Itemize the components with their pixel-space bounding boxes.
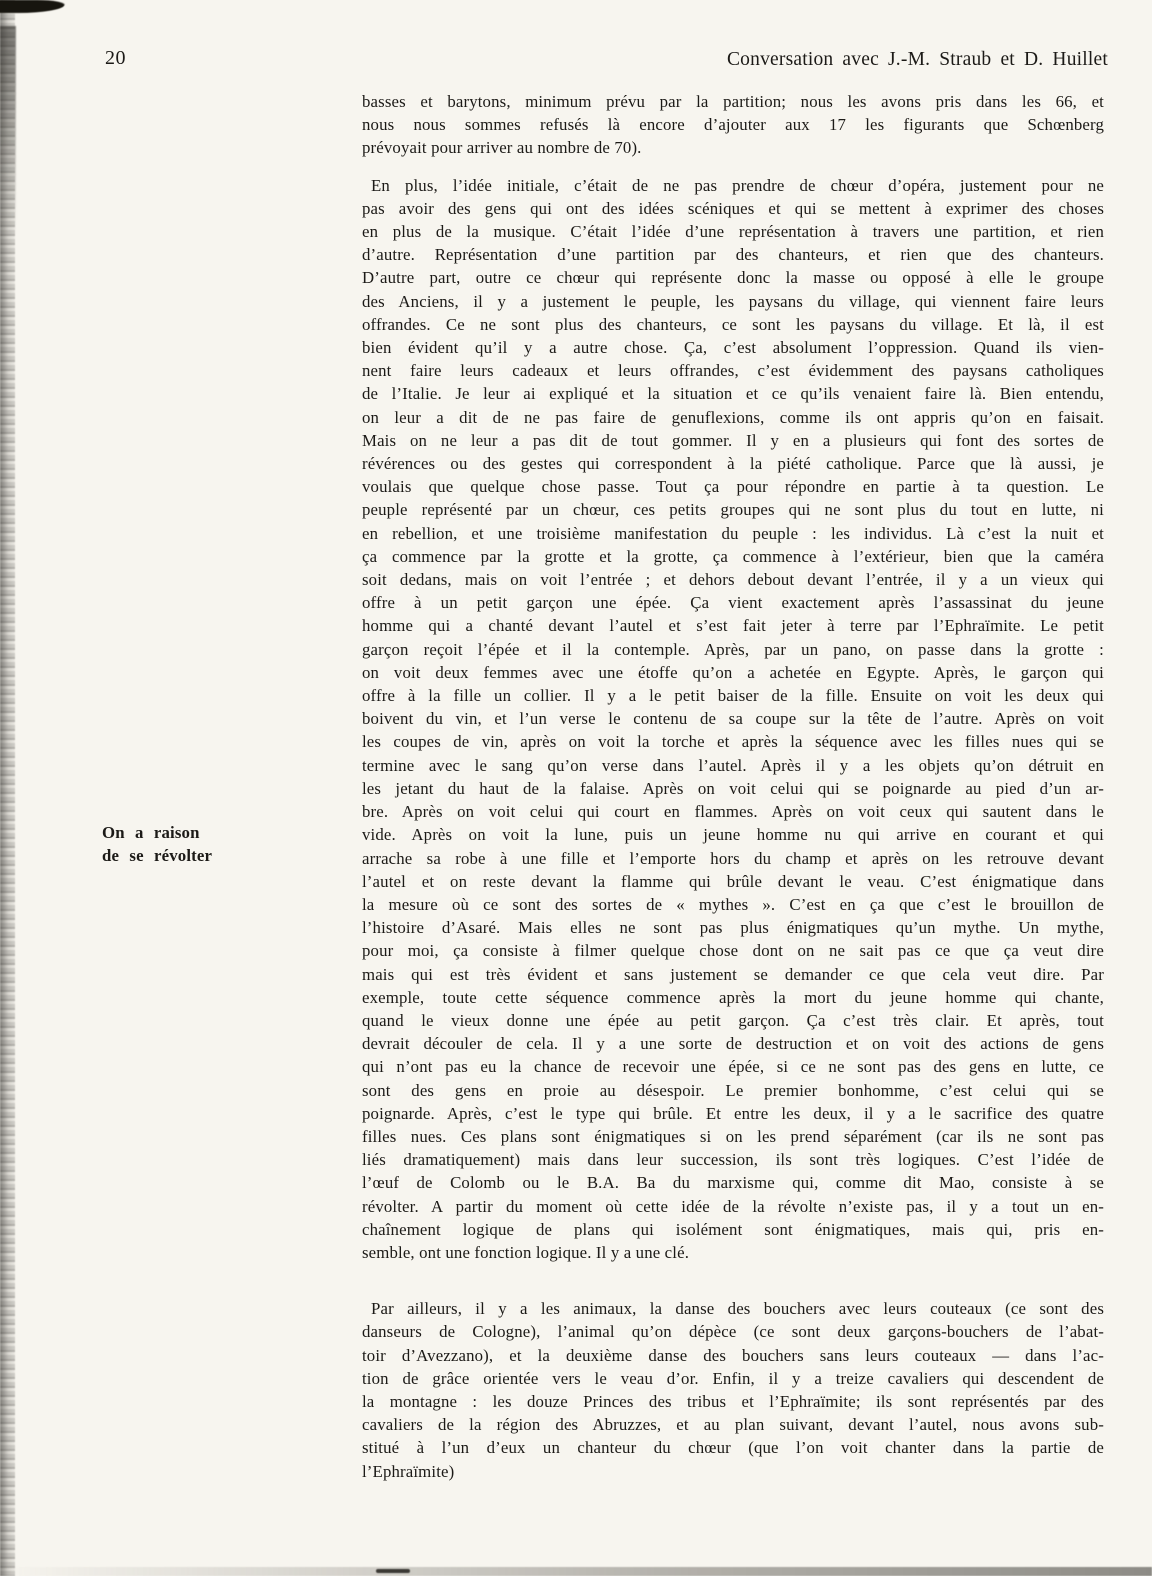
text-line: mais qui est très évident et sans justement se demander ce que cela veut dire. Par: [362, 964, 1104, 984]
paragraph-3: [362, 1297, 1104, 1483]
text-line: offrandes. Ce ne sont plus des chanteurs, ce sont les paysans du village. Et là, il est: [362, 314, 1104, 334]
page-number: 20: [105, 47, 126, 69]
text-line: la montagne : les douze Princes des tribus et l’Ephraïmite; ils sont représentés par des: [362, 1391, 1104, 1411]
scan-corner-blob: [0, 0, 66, 13]
text-line: nous nous sommes refusés là encore d’ajouter aux 17 les figurants que Schœnberg: [362, 115, 1104, 135]
text-line: sont des gens en proie au désespoir. Le premier bonhomme, c’est celui qui se: [362, 1080, 1104, 1100]
text-line: Mais on ne leur a pas dit de tout gommer. Il y en a plusieurs qui font des sortes de: [362, 430, 1104, 450]
text-line: peuple représenté par un chœur, ces petits groupes qui ne sont plus du tout en lutte, ni: [362, 500, 1104, 520]
text-line: termine avec le sang qu’on verse dans l’autel. Après il y a les objets qu’on détruit en: [362, 755, 1104, 775]
text-line: bien évident qu’il y a autre chose. Ça, c’est absolument l’oppression. Quand ils vien-: [362, 338, 1104, 358]
text-line: les jetant du haut de la falaise. Après on voit celui qui se poignarde au pied d’un ar-: [362, 778, 1104, 798]
text-line: Par ailleurs, il y a les animaux, la danse des bouchers avec leurs couteaux (ce sont des: [371, 1299, 1104, 1319]
text-line: En plus, l’idée initiale, c’était de ne pas prendre de chœur d’opéra, justement pour ne: [371, 175, 1104, 195]
body-text-column: [362, 90, 1104, 1483]
text-line: soit dedans, mais on voit l’entrée ; et dehors debout devant l’entrée, il y a un vieux qui: [362, 570, 1104, 590]
margin-note: [102, 821, 277, 867]
text-line: ça commence par la grotte et la grotte, ça commence à l’extérieur, bien que la caméra: [362, 546, 1104, 566]
text-line: pas avoir des gens qui ont des idées scéniques et qui se mettent à exprimer des choses: [362, 198, 1104, 218]
text-line: l’Ephraïmite): [362, 1461, 455, 1481]
text-line: l’œuf de Colomb ou le B.A. Ba du marxisme qui, comme dit Mao, consiste à se: [362, 1173, 1104, 1193]
text-line: poignarde. Après, c’est le type qui brûle. Et entre les deux, il y a le sacrifice des quatre: [362, 1103, 1104, 1123]
text-line: de se révolter: [102, 846, 213, 866]
text-line: homme qui a chanté devant l’autel et s’est fait jeter à terre par l’Ephraïmite. Le petit: [362, 616, 1104, 636]
text-line: l’autel et on reste devant la flamme qui brûle devant le veau. C’est énigmatique dans: [362, 871, 1104, 891]
text-line: l’histoire d’Asaré. Mais elles ne sont pas plus énigmatiques qu’un mythe. Un mythe,: [362, 918, 1104, 938]
text-line: On a raison: [102, 823, 200, 842]
text-line: révolter. A partir du moment où cette idée de la révolte n’existe pas, il y a tout un en-: [362, 1196, 1104, 1216]
scan-left-wedge: [0, 26, 16, 236]
running-title: Conversation avec J.-M. Straub et D. Huillet: [726, 49, 1108, 70]
text-line: danseurs de Cologne), l’animal qu’on dépèce (ce sont deux garçons-bouchers de l’abat-: [362, 1322, 1104, 1342]
scan-edge-left: [0, 0, 15, 1576]
text-line: toir d’Avezzano), et la deuxième danse des bouchers sans leurs couteaux — dans l’ac-: [362, 1345, 1104, 1365]
text-line: d’autre. Représentation d’une partition par des chanteurs, et rien que des chanteurs.: [362, 245, 1104, 265]
text-line: chaînement logique de plans qui isolément sont énigmatiques, mais qui, pris en-: [362, 1219, 1104, 1239]
text-line: en rebellion, et une troisième manifestation du peuple : les individus. Là c’est la nuit et: [362, 523, 1104, 543]
text-line: révérences ou des gestes qui correspondent à la piété catholique. Parce que là aussi, je: [362, 454, 1104, 474]
text-line: garçon reçoit l’épée et il la contemple. Après, par un pano, on passe dans la grotte :: [362, 639, 1104, 659]
text-line: on voit deux femmes avec une étoffe qu’on a achetée en Egypte. Après, le garçon qui: [362, 662, 1104, 682]
text-line: les coupes de vin, après on voit la torche et après la séquence avec les filles nues qui se: [362, 732, 1104, 752]
text-line: des Anciens, il y a justement le peuple, les paysans du village, qui viennent faire leurs: [362, 291, 1104, 311]
scan-edge-bottom: [0, 1567, 1152, 1576]
text-line: de l’Italie. Je leur ai expliqué et la situation et ce qu’ils venaient faire là. Bien entendu,: [362, 384, 1104, 404]
text-line: stitué à l’un d’eux un chanteur du chœur (que l’on voit chanter dans la partie de: [362, 1438, 1104, 1458]
text-line: boivent du vin, et l’un verse le contenu de sa coupe sur la tête de l’autre. Après on voit: [362, 709, 1104, 729]
text-line: cavaliers de la région des Abruzzes, et au plan suivant, devant l’autel, nous avons sub-: [362, 1415, 1104, 1435]
text-line: D’autre part, outre ce chœur qui représente donc la masse ou opposé à elle le groupe: [362, 268, 1104, 288]
text-line: offre à un petit garçon une épée. Ça vient exactement après l’assassinat du jeune: [362, 593, 1104, 613]
text-line: bre. Après on voit celui qui court en flammes. Après on voit ceux qui sautent dans le: [362, 802, 1104, 822]
paragraph-1: [362, 90, 1104, 160]
text-line: devrait découler de cela. Il y a une sorte de destruction et on voit des actions de gens: [362, 1034, 1104, 1054]
text-line: voulais que quelque chose passe. Tout ça pour répondre en partie à ta question. Le: [362, 477, 1104, 497]
text-line: arrache sa robe à une fille et l’emporte hors du champ et après on les retrouve devant: [362, 848, 1104, 868]
text-line: vide. Après on voit la lune, puis un jeune homme nu qui arrive en courant et qui: [362, 825, 1104, 845]
text-line: on leur a dit de ne pas faire de genuflexions, comme ils ont appris qu’on en faisait.: [362, 407, 1104, 427]
text-line: liés dramatiquement) mais dans leur succession, ils sont très logiques. C’est l’idée de: [362, 1150, 1104, 1170]
text-line: filles nues. Ces plans sont énigmatiques si on les prend séparément (car ils ne sont pas: [362, 1126, 1104, 1146]
text-line: semble, ont une fonction logique. Il y a une clé.: [362, 1242, 690, 1262]
text-line: la mesure où ce sont des sortes de « mythes ». C’est en ça que c’est le brouillon de: [362, 894, 1104, 914]
text-line: en plus de la musique. C’était l’idée d’une représentation à travers une partition, et rien: [362, 222, 1104, 242]
text-line: offre à la fille un collier. Il y a le petit baiser de la fille. Ensuite on voit les deux qui: [362, 686, 1104, 706]
paragraph-2: [362, 174, 1104, 1265]
text-line: basses et barytons, minimum prévu par la partition; nous les avons pris dans les 66, et: [362, 92, 1104, 111]
text-line: pour moi, ça consiste à filmer quelque chose dont on ne sait pas ce que ça veut dire: [362, 941, 1104, 961]
text-line: exemple, toute cette séquence commence après la mort du jeune homme qui chante,: [362, 987, 1104, 1007]
scan-bottom-dash: [376, 1569, 410, 1573]
text-line: tion de grâce orientée vers le veau d’or. Enfin, il y a treize cavaliers qui descendent de: [362, 1368, 1104, 1388]
text-line: qui n’ont pas eu la chance de recevoir une épée, si ce ne sont pas des gens en lutte, ce: [362, 1057, 1104, 1077]
text-line: prévoyait pour arriver au nombre de 70).: [362, 138, 642, 158]
text-line: quand le vieux donne une épée au petit garçon. Ça c’est très clair. Et après, tout: [362, 1010, 1104, 1030]
text-line: nent faire leurs cadeaux et leurs offrandes, c’est évidemment des paysans catholiques: [362, 361, 1104, 381]
